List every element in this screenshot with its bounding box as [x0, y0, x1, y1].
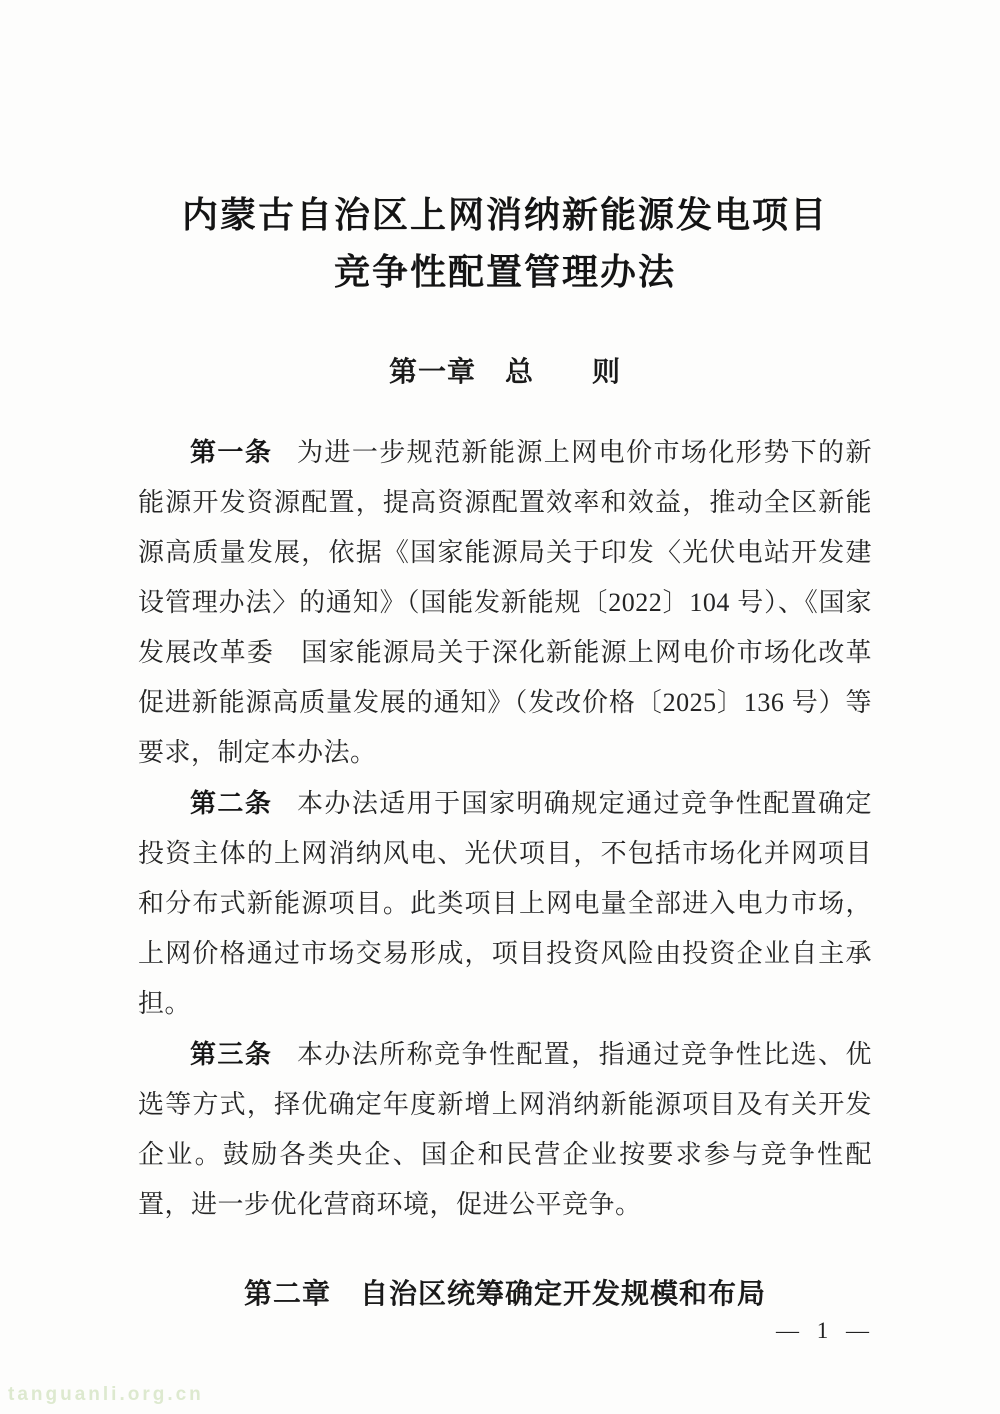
article-2-label: 第二条 [190, 788, 273, 818]
chapter-2-heading: 第二章 自治区统筹确定开发规模和布局 [243, 1278, 766, 1309]
article-1-text: 为进一步规范新能源上网电价市场化形势下的新能源开发资源配置，提高资源配置效率和效益，推动全区新能源高质量发展，依据《国家能源局关于印发〈光伏电站开发建设管理办法〉的通知》（国能发新能规〔2022〕104 号）、《国家发展改革委 国家能源局关于深化新能源上网电价市场化改革促进新能源高质量发展的通知》（发改价格〔2025〕136 号）等要求，制定本办法。 [138, 438, 872, 767]
article-1-label: 第一条 [190, 437, 273, 467]
article-2-text: 本办法适用于国家明确规定通过竞争性配置确定投资主体的上网消纳风电、光伏项目，不包括市场化并网项目和分布式新能源项目。此类项目上网电量全部进入电力市场，上网价格通过市场交易形成，项目投资风险由投资企业自主承担。 [138, 789, 872, 1018]
chapter-1-heading: 第一章 总 则 [388, 356, 621, 387]
article-3 [138, 1029, 872, 1230]
document-title [138, 186, 872, 300]
watermark-text: tanguanli.org.cn [8, 1384, 204, 1405]
document-title-line1: 内蒙古自治区上网消纳新能源发电项目 [181, 194, 828, 235]
article-3-label: 第三条 [190, 1039, 273, 1069]
page-content [138, 0, 872, 1314]
article-3-text: 本办法所称竞争性配置，指通过竞争性比选、优选等方式，择优确定年度新增上网消纳新能源项目及有关开发企业。鼓励各类央企、国企和民营企业按要求参与竞争性配置，进一步优化营商环境，促进公平竞争。 [138, 1040, 872, 1219]
article-2 [138, 778, 872, 1029]
document-title-line2: 竞争性配置管理办法 [333, 251, 676, 292]
page-number: — 1 — [776, 1318, 875, 1343]
article-1 [138, 427, 872, 778]
document-body [138, 427, 872, 1230]
